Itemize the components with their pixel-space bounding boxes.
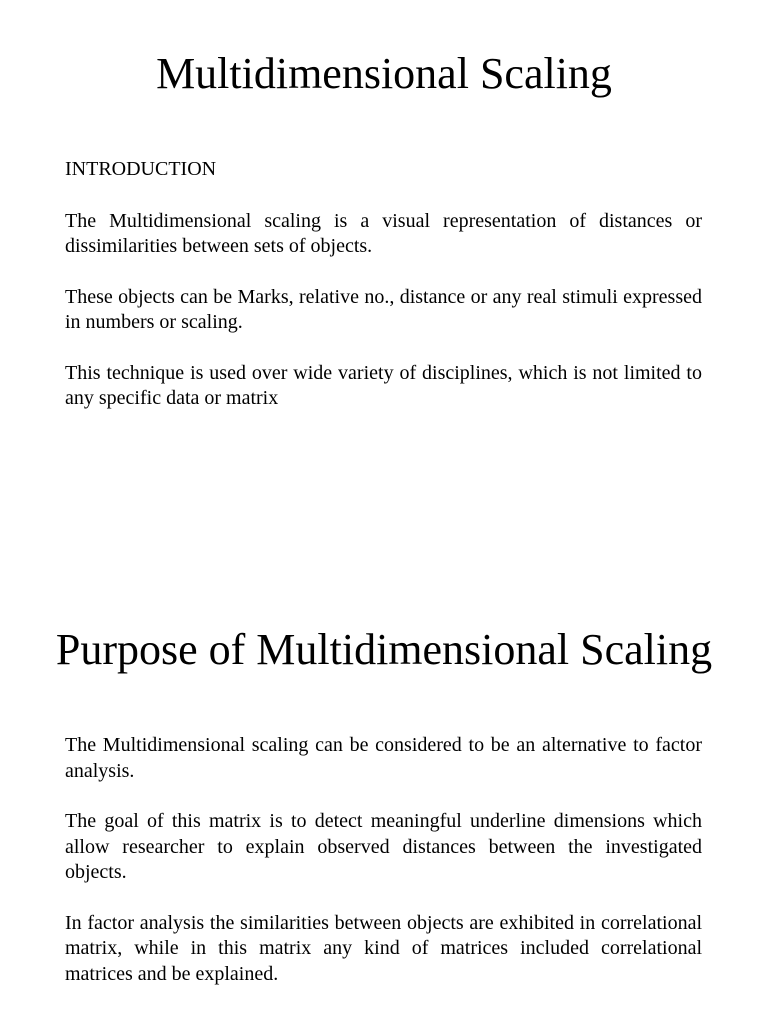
- page-title: Multidimensional Scaling: [156, 49, 612, 98]
- section-introduction: [65, 48, 702, 437]
- section-purpose: [55, 624, 713, 1012]
- paragraph: The Multidimensional scaling can be considered to be an alternative to factor analysis.: [65, 734, 702, 782]
- section-label: INTRODUCTION: [65, 158, 217, 180]
- paragraph: The goal of this matrix is to detect meaningful underline dimensions which allow researcher to explain observed distances between the investigated objects.: [65, 810, 702, 883]
- paragraph: These objects can be Marks, relative no., distance or any real stimuli expressed in numbers or scaling.: [65, 285, 702, 333]
- paragraph: In factor analysis the similarities between objects are exhibited in correlational matrix, while in this matrix any kind of matrices included correlational matrices and be explained.: [65, 911, 702, 985]
- paragraph: This technique is used over wide variety of disciplines, which is not limited to any specific data or matrix: [65, 361, 702, 409]
- paragraph: The Multidimensional scaling is a visual representation of distances or dissimilarities between sets of objects.: [65, 209, 702, 257]
- section-title: Purpose of Multidimensional Scaling: [55, 625, 713, 674]
